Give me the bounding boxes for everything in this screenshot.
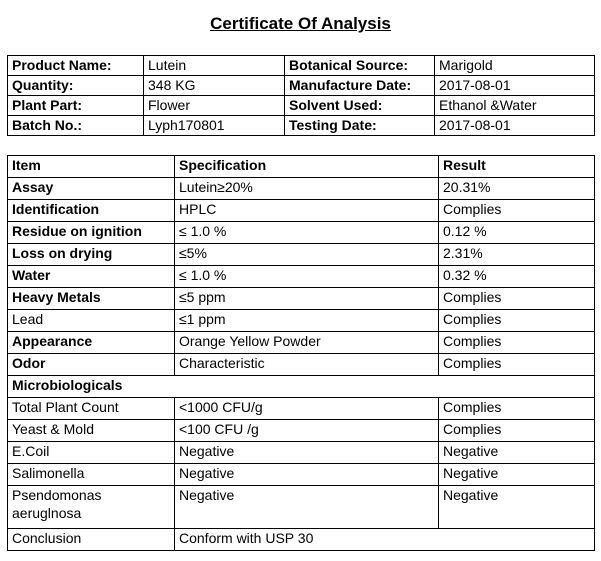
specification-cell: ≤5 ppm	[175, 288, 439, 310]
specification-cell: ≤ 1.0 %	[175, 222, 439, 244]
result-cell: Negative	[439, 442, 595, 464]
item-cell: Water	[8, 266, 175, 288]
table-row	[8, 398, 595, 420]
table-header-row	[8, 156, 595, 178]
section-row	[8, 376, 595, 398]
plant-part-label: Plant Part:	[8, 96, 144, 116]
solvent-used-label: Solvent Used:	[285, 96, 435, 116]
product-name-label: Product Name:	[8, 56, 144, 76]
batch-no-label: Batch No.:	[8, 116, 144, 136]
conclusion-row	[8, 529, 595, 551]
specification-cell: <100 CFU /g	[175, 420, 439, 442]
solvent-used-value: Ethanol &Water	[435, 96, 595, 116]
quantity-value: 348 KG	[144, 76, 285, 96]
specification-cell: ≤ 1.0 %	[175, 266, 439, 288]
info-row	[8, 56, 595, 76]
result-cell: Complies	[439, 310, 595, 332]
table-row	[8, 354, 595, 376]
conclusion-value: Conform with USP 30	[175, 529, 595, 551]
botanical-source-label: Botanical Source:	[285, 56, 435, 76]
item-cell: Residue on ignition	[8, 222, 175, 244]
testing-date-value: 2017-08-01	[435, 116, 595, 136]
result-cell: Complies	[439, 288, 595, 310]
table-row	[8, 288, 595, 310]
result-cell: Complies	[439, 398, 595, 420]
specification-cell: ≤1 ppm	[175, 310, 439, 332]
item-cell: Total Plant Count	[8, 398, 175, 420]
table-row	[8, 200, 595, 222]
table-row	[8, 442, 595, 464]
item-cell: E.Coil	[8, 442, 175, 464]
item-cell: Salimonella	[8, 464, 175, 486]
specification-cell: <1000 CFU/g	[175, 398, 439, 420]
table-row	[8, 420, 595, 442]
info-row	[8, 116, 595, 136]
result-cell: 0.32 %	[439, 266, 595, 288]
header-specification: Specification	[175, 156, 439, 178]
result-cell: Negative	[439, 464, 595, 486]
result-cell: Negative	[439, 486, 595, 529]
testing-date-label: Testing Date:	[285, 116, 435, 136]
result-cell: 2.31%	[439, 244, 595, 266]
table-row	[8, 178, 595, 200]
section-heading: Microbiologicals	[8, 376, 595, 398]
header-result: Result	[439, 156, 595, 178]
batch-no-value: Lyph170801	[144, 116, 285, 136]
specification-cell: HPLC	[175, 200, 439, 222]
conclusion-label: Conclusion	[8, 529, 175, 551]
result-cell: Complies	[439, 420, 595, 442]
result-cell: 20.31%	[439, 178, 595, 200]
table-row	[8, 464, 595, 486]
result-cell: Complies	[439, 200, 595, 222]
specification-cell: Characteristic	[175, 354, 439, 376]
document-title: Certificate Of Analysis	[210, 14, 391, 33]
test-results-table	[7, 155, 595, 551]
table-row	[8, 310, 595, 332]
item-cell: Heavy Metals	[8, 288, 175, 310]
specification-cell: Orange Yellow Powder	[175, 332, 439, 354]
manufacture-date-value: 2017-08-01	[435, 76, 595, 96]
specification-cell: Negative	[175, 464, 439, 486]
table-row	[8, 244, 595, 266]
specification-cell: Negative	[175, 442, 439, 464]
item-cell: Lead	[8, 310, 175, 332]
table-row	[8, 222, 595, 244]
plant-part-value: Flower	[144, 96, 285, 116]
item-cell: Yeast & Mold	[8, 420, 175, 442]
manufacture-date-label: Manufacture Date:	[285, 76, 435, 96]
specification-cell: Negative	[175, 486, 439, 529]
item-cell: Identification	[8, 200, 175, 222]
header-item: Item	[8, 156, 175, 178]
result-cell: 0.12 %	[439, 222, 595, 244]
specification-cell: ≤5%	[175, 244, 439, 266]
table-row	[8, 332, 595, 354]
info-row	[8, 76, 595, 96]
result-cell: Complies	[439, 354, 595, 376]
result-cell: Complies	[439, 332, 595, 354]
info-row	[8, 96, 595, 116]
botanical-source-value: Marigold	[435, 56, 595, 76]
item-cell: Odor	[8, 354, 175, 376]
quantity-label: Quantity:	[8, 76, 144, 96]
table-row	[8, 486, 595, 529]
item-cell: Appearance	[8, 332, 175, 354]
item-cell: Psendomonas aeruglnosa	[8, 486, 175, 529]
table-row	[8, 266, 595, 288]
specification-cell: Lutein≥20%	[175, 178, 439, 200]
product-info-table	[7, 55, 595, 136]
item-cell: Assay	[8, 178, 175, 200]
product-name-value: Lutein	[144, 56, 285, 76]
item-cell: Loss on drying	[8, 244, 175, 266]
